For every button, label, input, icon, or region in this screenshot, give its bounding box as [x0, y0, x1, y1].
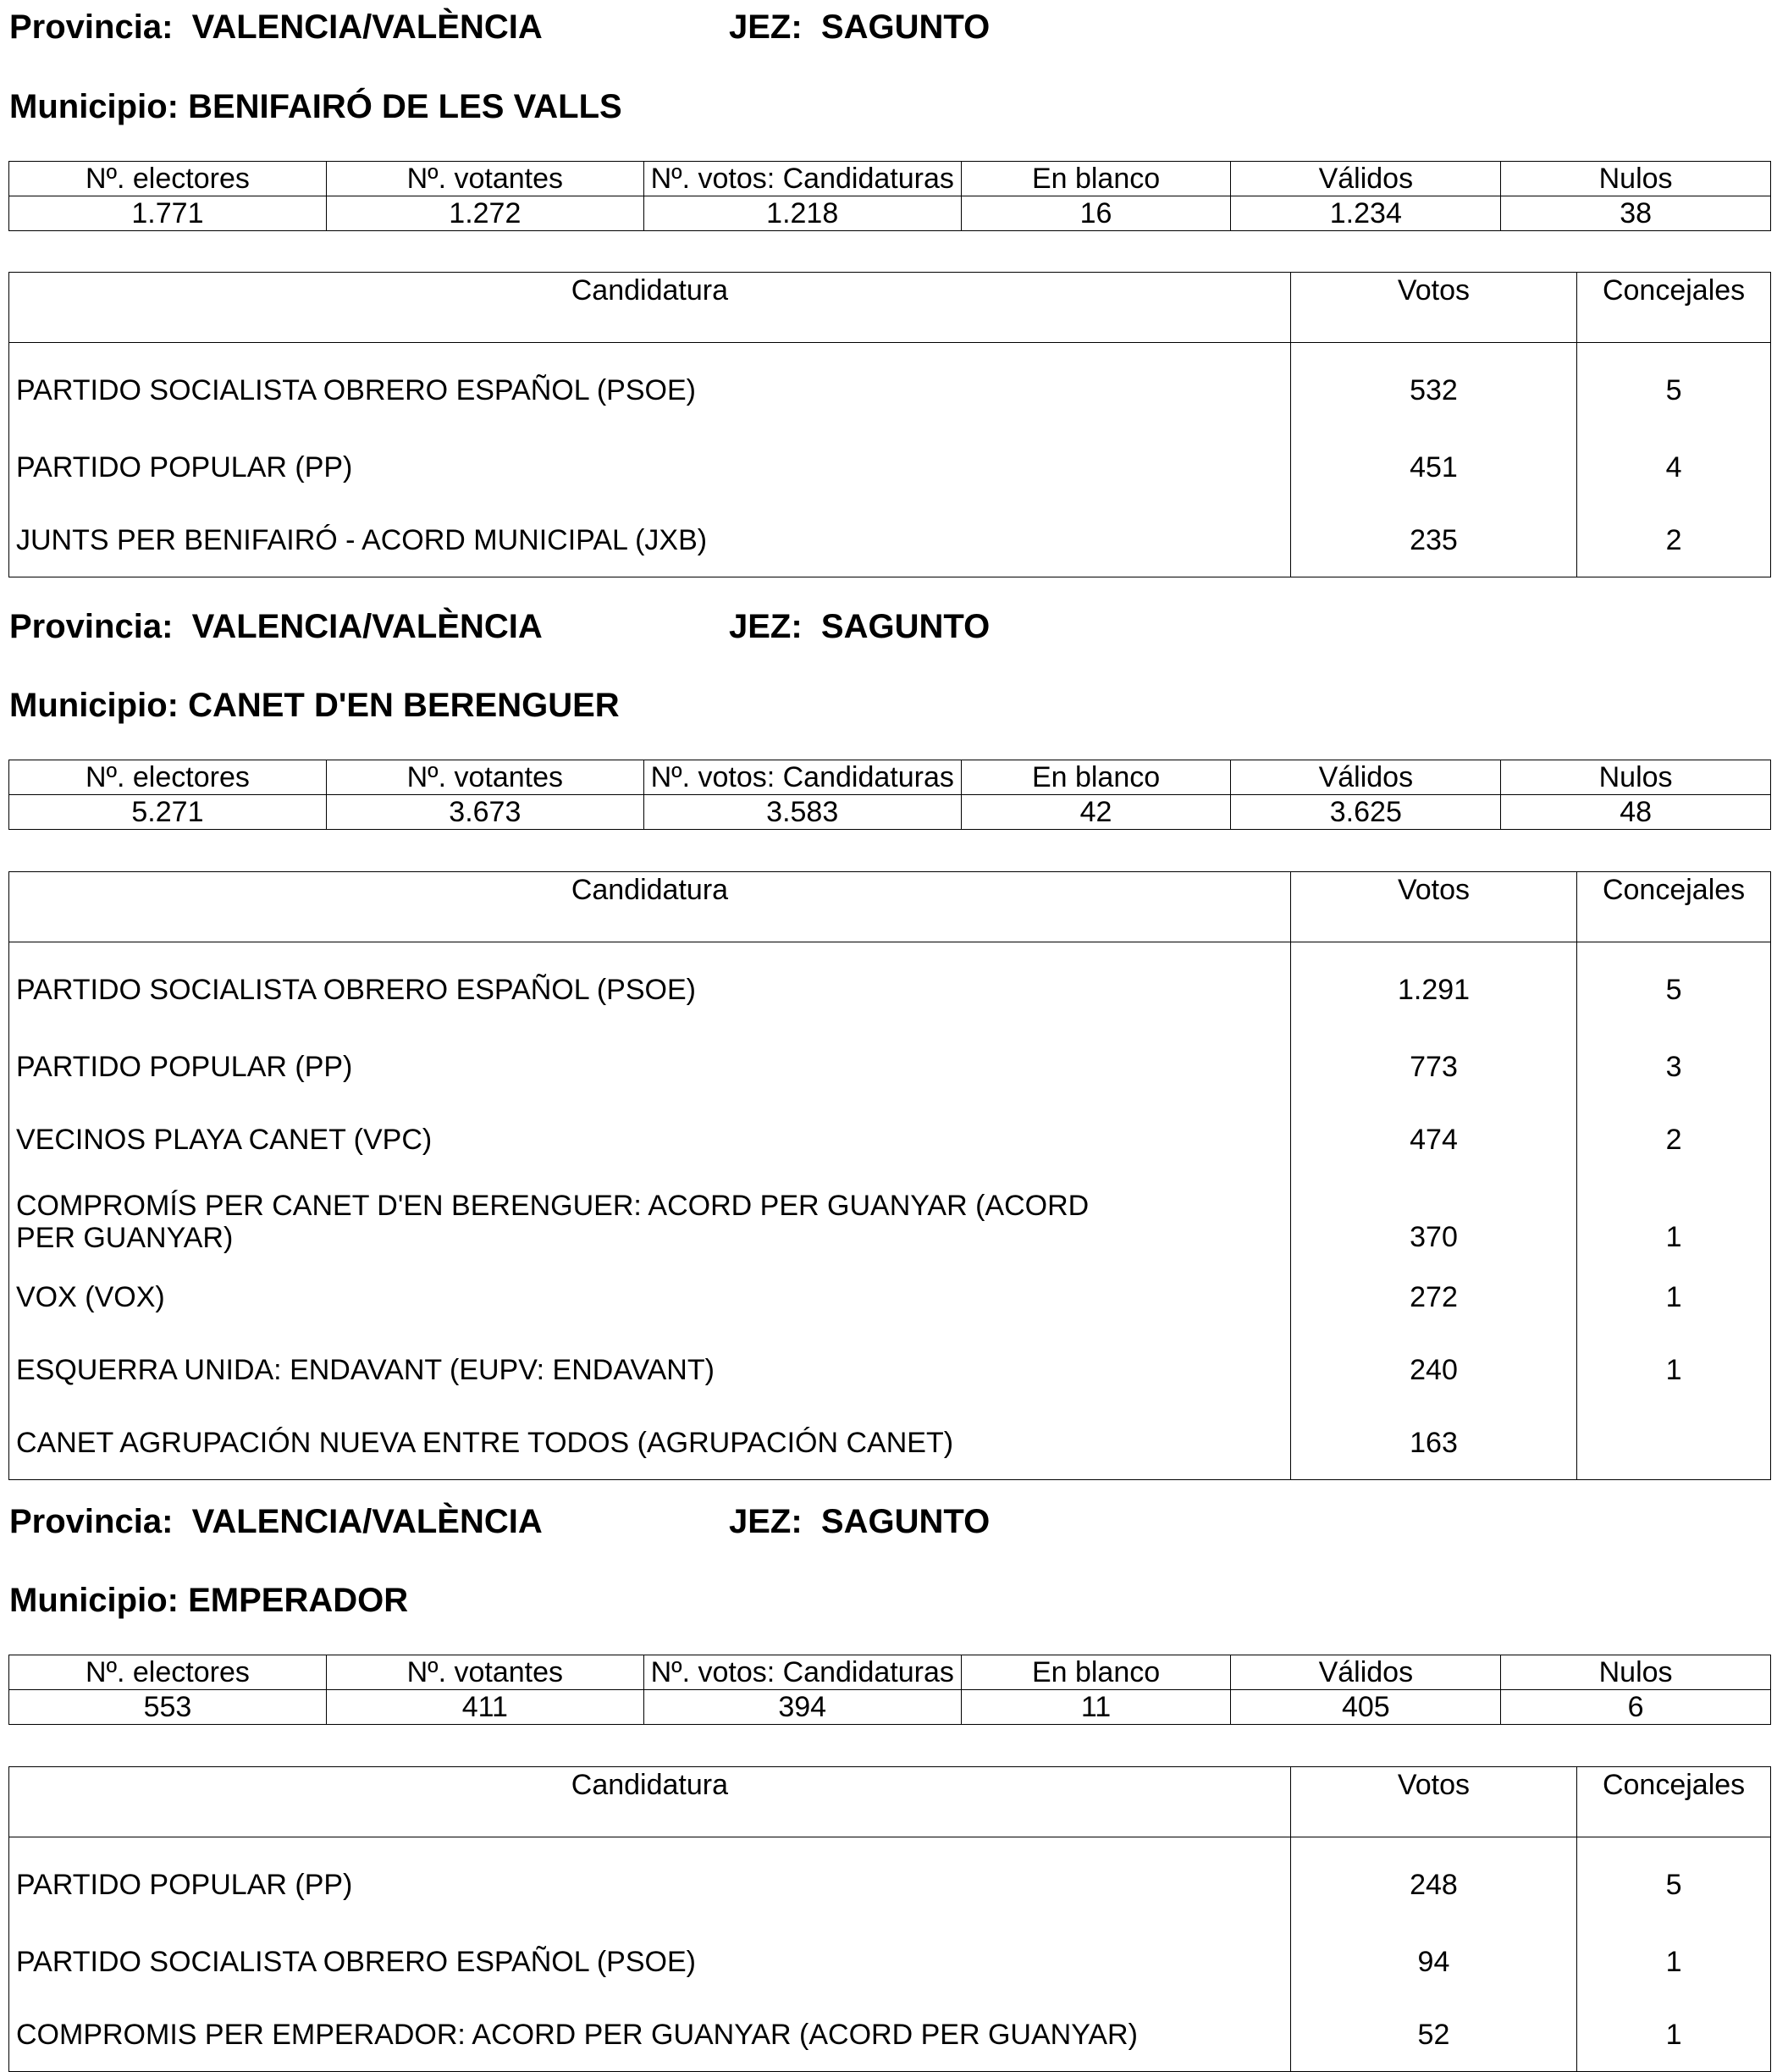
- stats-votantes: 411: [326, 1690, 643, 1725]
- candidate-name: ESQUERRA UNIDA: ENDAVANT (EUPV: ENDAVANT): [9, 1334, 1291, 1406]
- candidate-name: PARTIDO POPULAR (PP): [9, 1837, 1291, 1926]
- candidate-votos: 451: [1290, 431, 1576, 504]
- candidate-concejales: 5: [1577, 343, 1771, 432]
- jez-value: SAGUNTO: [820, 8, 991, 46]
- stats-table: [8, 161, 1771, 231]
- jez-group: [729, 10, 990, 44]
- candidate-concejales: 2: [1577, 504, 1771, 577]
- stats-header-electores: Nº. electores: [9, 162, 327, 196]
- candidates-header-row: [9, 1767, 1771, 1837]
- candidate-concejales: 3: [1577, 1030, 1771, 1103]
- municipio-label: Municipio:: [9, 1582, 179, 1619]
- stats-nulos: 38: [1501, 196, 1771, 231]
- provincia-value: VALENCIA/VALÈNCIA: [191, 608, 543, 645]
- header-concejales: Concejales: [1577, 273, 1771, 343]
- candidate-row: [9, 1103, 1771, 1176]
- candidate-name: PARTIDO SOCIALISTA OBRERO ESPAÑOL (PSOE): [9, 1926, 1291, 1998]
- municipio-label: Municipio:: [9, 88, 179, 125]
- candidate-name: PARTIDO POPULAR (PP): [9, 431, 1291, 504]
- candidate-votos: 235: [1290, 504, 1576, 577]
- stats-electores: 5.271: [9, 795, 327, 830]
- stats-validos: 1.234: [1231, 196, 1501, 231]
- candidate-name: VECINOS PLAYA CANET (VPC): [9, 1103, 1291, 1176]
- stats-header-row: [9, 162, 1771, 196]
- candidate-votos: 52: [1290, 1998, 1576, 2072]
- jez-label: JEZ:: [729, 8, 803, 46]
- header-candidatura: Candidatura: [9, 1767, 1291, 1837]
- candidates-header-row: [9, 273, 1771, 343]
- candidates-header-row: [9, 872, 1771, 942]
- header-concejales: Concejales: [1577, 1767, 1771, 1837]
- stats-value-row: [9, 795, 1771, 830]
- stats-value-row: [9, 1690, 1771, 1725]
- candidates-table: [8, 272, 1771, 577]
- candidate-votos: 773: [1290, 1030, 1576, 1103]
- municipio-line: [9, 90, 622, 124]
- stats-header-votantes: Nº. votantes: [326, 760, 643, 795]
- candidate-votos: 370: [1290, 1176, 1576, 1261]
- candidate-concejales: 1: [1577, 1926, 1771, 1998]
- municipio-line: [9, 1583, 408, 1617]
- provincia-line: [9, 608, 991, 645]
- stats-blanco: 16: [961, 196, 1231, 231]
- candidate-votos: 474: [1290, 1103, 1576, 1176]
- candidate-row: [9, 1261, 1771, 1334]
- stats-candidaturas: 1.218: [643, 196, 961, 231]
- stats-header-electores: Nº. electores: [9, 1655, 327, 1690]
- candidate-concejales: 5: [1577, 942, 1771, 1031]
- candidate-name: CANET AGRUPACIÓN NUEVA ENTRE TODOS (AGRUPACIÓN CANET): [9, 1406, 1291, 1480]
- stats-header-votantes: Nº. votantes: [326, 1655, 643, 1690]
- candidate-votos: 248: [1290, 1837, 1576, 1926]
- stats-votantes: 1.272: [326, 196, 643, 231]
- jez-group: [729, 610, 990, 644]
- stats-header-nulos: Nulos: [1501, 162, 1771, 196]
- stats-header-candidaturas: Nº. votos: Candidaturas: [643, 162, 961, 196]
- stats-nulos: 6: [1501, 1690, 1771, 1725]
- candidate-name: COMPROMÍS PER CANET D'EN BERENGUER: ACORD PER GUANYAR (ACORD PER GUANYAR): [9, 1176, 1291, 1261]
- municipio-value: EMPERADOR: [188, 1582, 409, 1619]
- header-candidatura: Candidatura: [9, 273, 1291, 343]
- candidates-table: [8, 1766, 1771, 2072]
- candidate-votos: 94: [1290, 1926, 1576, 1998]
- municipio-label: Municipio:: [9, 687, 179, 724]
- candidate-concejales: 1: [1577, 1998, 1771, 2072]
- candidate-name: PARTIDO POPULAR (PP): [9, 1030, 1291, 1103]
- stats-candidaturas: 3.583: [643, 795, 961, 830]
- stats-header-nulos: Nulos: [1501, 1655, 1771, 1690]
- provincia-label: Provincia:: [9, 608, 174, 645]
- candidate-row: [9, 1926, 1771, 1998]
- stats-header-candidaturas: Nº. votos: Candidaturas: [643, 1655, 961, 1690]
- stats-header-validos: Válidos: [1231, 1655, 1501, 1690]
- candidate-concejales: 4: [1577, 431, 1771, 504]
- provincia-line: [9, 1503, 991, 1540]
- provincia-value: VALENCIA/VALÈNCIA: [191, 1503, 543, 1540]
- candidate-concejales: 2: [1577, 1103, 1771, 1176]
- stats-header-blanco: En blanco: [961, 1655, 1231, 1690]
- stats-blanco: 42: [961, 795, 1231, 830]
- candidate-votos: 1.291: [1290, 942, 1576, 1031]
- stats-header-row: [9, 760, 1771, 795]
- stats-header-electores: Nº. electores: [9, 760, 327, 795]
- candidate-row: [9, 1176, 1771, 1261]
- jez-group: [729, 1505, 990, 1539]
- stats-header-votantes: Nº. votantes: [326, 162, 643, 196]
- municipio-value: CANET D'EN BERENGUER: [188, 687, 620, 724]
- candidate-concejales: 1: [1577, 1176, 1771, 1261]
- stats-nulos: 48: [1501, 795, 1771, 830]
- candidate-concejales: 1: [1577, 1334, 1771, 1406]
- stats-header-validos: Válidos: [1231, 760, 1501, 795]
- candidate-name: JUNTS PER BENIFAIRÓ - ACORD MUNICIPAL (JXB): [9, 504, 1291, 577]
- candidate-votos: 163: [1290, 1406, 1576, 1480]
- candidate-name: PARTIDO SOCIALISTA OBRERO ESPAÑOL (PSOE): [9, 942, 1291, 1031]
- provincia-label: Provincia:: [9, 8, 174, 46]
- candidate-votos: 272: [1290, 1261, 1576, 1334]
- candidate-row: [9, 431, 1771, 504]
- candidate-votos: 532: [1290, 343, 1576, 432]
- stats-table: [8, 760, 1771, 830]
- stats-electores: 553: [9, 1690, 327, 1725]
- stats-header-candidaturas: Nº. votos: Candidaturas: [643, 760, 961, 795]
- candidate-row: [9, 1030, 1771, 1103]
- candidate-row: [9, 1406, 1771, 1480]
- candidate-row: [9, 343, 1771, 432]
- stats-header-nulos: Nulos: [1501, 760, 1771, 795]
- candidate-concejales: 1: [1577, 1261, 1771, 1334]
- jez-label: JEZ:: [729, 608, 803, 645]
- stats-electores: 1.771: [9, 196, 327, 231]
- provincia-value: VALENCIA/VALÈNCIA: [191, 8, 543, 46]
- candidate-row: [9, 1837, 1771, 1926]
- stats-table: [8, 1655, 1771, 1725]
- stats-votantes: 3.673: [326, 795, 643, 830]
- candidate-concejales: 5: [1577, 1837, 1771, 1926]
- stats-blanco: 11: [961, 1690, 1231, 1725]
- municipio-value: BENIFAIRÓ DE LES VALLS: [188, 88, 622, 125]
- candidate-name: PARTIDO SOCIALISTA OBRERO ESPAÑOL (PSOE): [9, 343, 1291, 432]
- provincia-label: Provincia:: [9, 1503, 174, 1540]
- jez-label: JEZ:: [729, 1503, 803, 1540]
- jez-value: SAGUNTO: [820, 1503, 991, 1540]
- header-votos: Votos: [1290, 1767, 1576, 1837]
- stats-candidaturas: 394: [643, 1690, 961, 1725]
- stats-header-blanco: En blanco: [961, 760, 1231, 795]
- header-candidatura: Candidatura: [9, 872, 1291, 942]
- stats-header-blanco: En blanco: [961, 162, 1231, 196]
- header-votos: Votos: [1290, 273, 1576, 343]
- stats-validos: 3.625: [1231, 795, 1501, 830]
- jez-value: SAGUNTO: [820, 608, 991, 645]
- candidate-name: COMPROMIS PER EMPERADOR: ACORD PER GUANYAR (ACORD PER GUANYAR): [9, 1998, 1291, 2072]
- stats-value-row: [9, 196, 1771, 231]
- stats-header-validos: Válidos: [1231, 162, 1501, 196]
- stats-header-row: [9, 1655, 1771, 1690]
- provincia-line: [9, 8, 991, 46]
- candidate-row: [9, 942, 1771, 1031]
- stats-validos: 405: [1231, 1690, 1501, 1725]
- municipio-line: [9, 688, 620, 722]
- candidate-row: [9, 1334, 1771, 1406]
- candidate-row: [9, 504, 1771, 577]
- candidate-concejales: [1577, 1406, 1771, 1480]
- candidate-votos: 240: [1290, 1334, 1576, 1406]
- candidate-row: [9, 1998, 1771, 2072]
- header-concejales: Concejales: [1577, 872, 1771, 942]
- candidate-name: VOX (VOX): [9, 1261, 1291, 1334]
- candidates-table: [8, 871, 1771, 1480]
- header-votos: Votos: [1290, 872, 1576, 942]
